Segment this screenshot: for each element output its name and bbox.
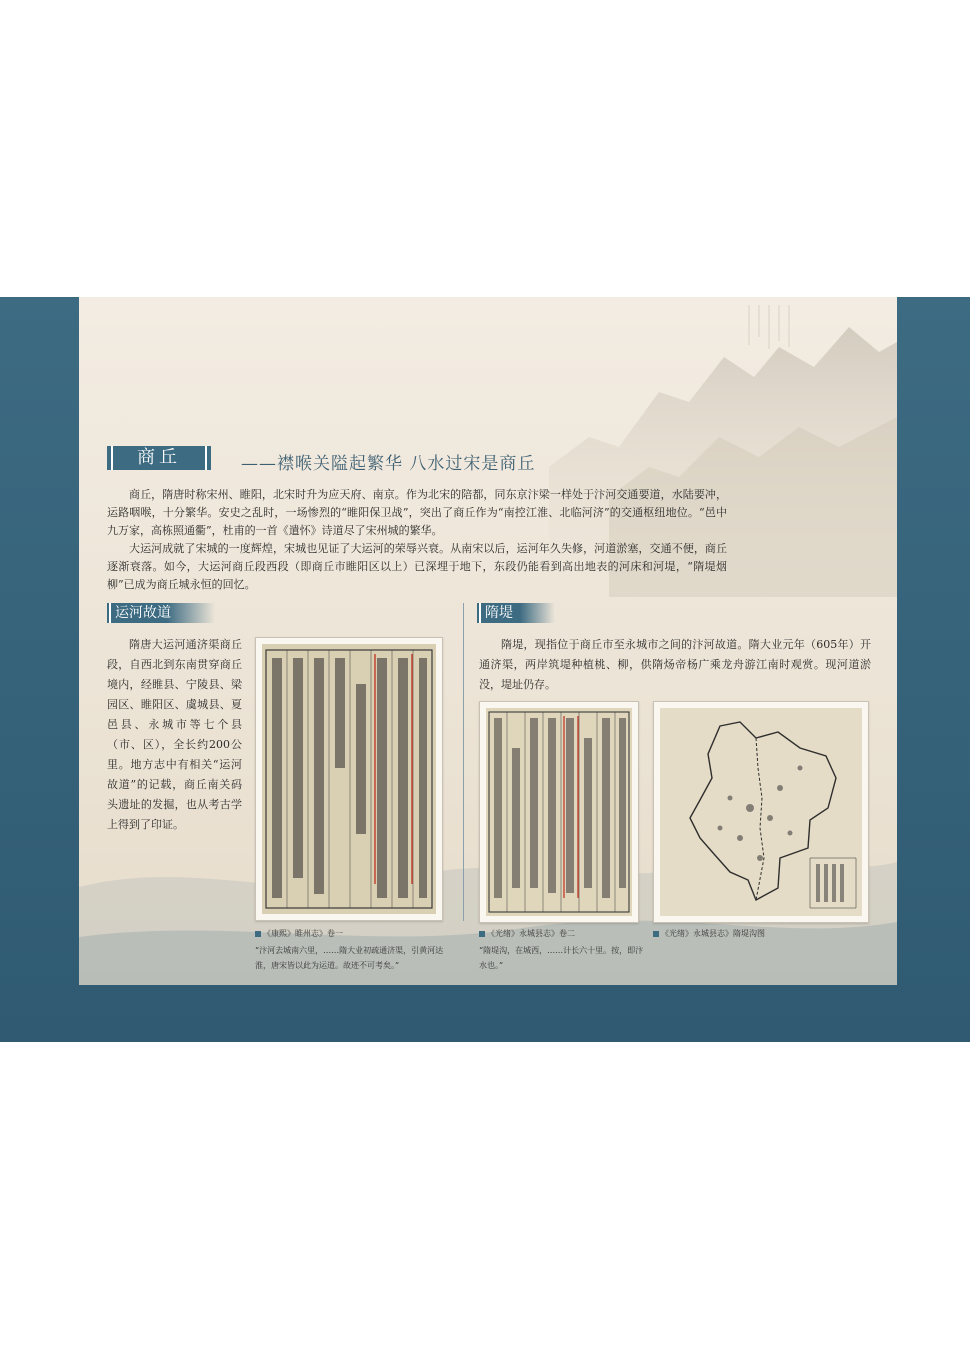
caption-right-2-text: 《光绪》永城县志》隋堤沟图: [661, 929, 765, 938]
gazetteer-image-right: [479, 701, 639, 923]
sui-dike-text: [479, 635, 871, 695]
caption-right-1-text: 《光绪》永城县志》卷二: [487, 929, 575, 938]
quote-right: “隋堤沟，在城西，……计长六十里。按，即汴水也。”: [479, 946, 644, 970]
column-divider: [463, 603, 464, 921]
sui-dike-paragraph: 隋堤，现指位于商丘市至永城市之间的汴河故道。隋大业元年（605年）开通济渠，两岸筑堤种植桃、柳，供隋炀帝杨广乘龙舟游江南时观赏。现河道淤没，堤址仍存。: [479, 638, 871, 691]
content-panel: [79, 297, 897, 985]
canal-route-text: [107, 635, 242, 835]
quote-left: “汴河去城南六里，……隋大业初疏通济渠，引黄河达淮，唐宋皆以此为运道。故迹不可考矣。”: [255, 946, 444, 970]
subsection-bar-right: [477, 603, 555, 623]
gazetteer-image-left: [255, 637, 443, 921]
caption-left-text: 《康熙》睢州志》卷一: [263, 929, 343, 938]
old-city-map: [660, 708, 862, 916]
section-title: 商丘: [137, 447, 181, 468]
caption-right-2: [653, 927, 765, 941]
subsection-title-canal-route: 运河故道: [115, 605, 171, 621]
vertical-text-page: [262, 644, 436, 914]
subsection-bar-left: [107, 603, 215, 623]
sui-dike-map-image: [653, 701, 869, 923]
intro-paragraph-2: 大运河成就了宋城的一度辉煌，宋城也见证了大运河的荣辱兴衰。从南宋以后，运河年久失修，河道淤塞，交通不便，商丘逐渐衰落。如今，大运河商丘段西段（即商丘市睢阳区以上）已深埋于地下，东段仍能看到高出地表的河床和河堤，“隋堤烟柳”已成为商丘城永恒的回忆。: [107, 542, 727, 591]
vertical-text-page-2: [486, 708, 632, 916]
caption-left: [255, 927, 343, 941]
intro-paragraph-1: 商丘，隋唐时称宋州、睢阳，北宋时升为应天府、南京。作为北宋的陪都，同东京汴梁一样处于汴河交通要道，水陆要冲，运路咽喉，十分繁华。安史之乱时，一场惨烈的“睢阳保卫战”，突出了商丘作为“南控江淮、北临河济”的交通枢纽地位。“邑中九万家，高栋照通衢”，杜甫的一首《遣怀》诗道尽了宋州城的繁华。: [107, 488, 727, 537]
canal-route-paragraph: 隋唐大运河通济渠商丘段，自西北到东南贯穿商丘境内，经睢县、宁陵县、梁园区、睢阳区、虞城县、夏邑县、永城市等七个县（市、区），全长约200公里。地方志中有相关“运河故道”的记载，商丘南关码头遗址的发掘，也从考古学上得到了印证。: [107, 638, 242, 831]
subsection-title-sui-dike: 隋堤: [485, 605, 513, 621]
intro-text: [107, 486, 727, 594]
caption-right-1: [479, 927, 575, 941]
page-subtitle: ——襟喉关隘起繁华 八水过宋是商丘: [241, 454, 536, 474]
section-title-badge: [107, 446, 211, 470]
